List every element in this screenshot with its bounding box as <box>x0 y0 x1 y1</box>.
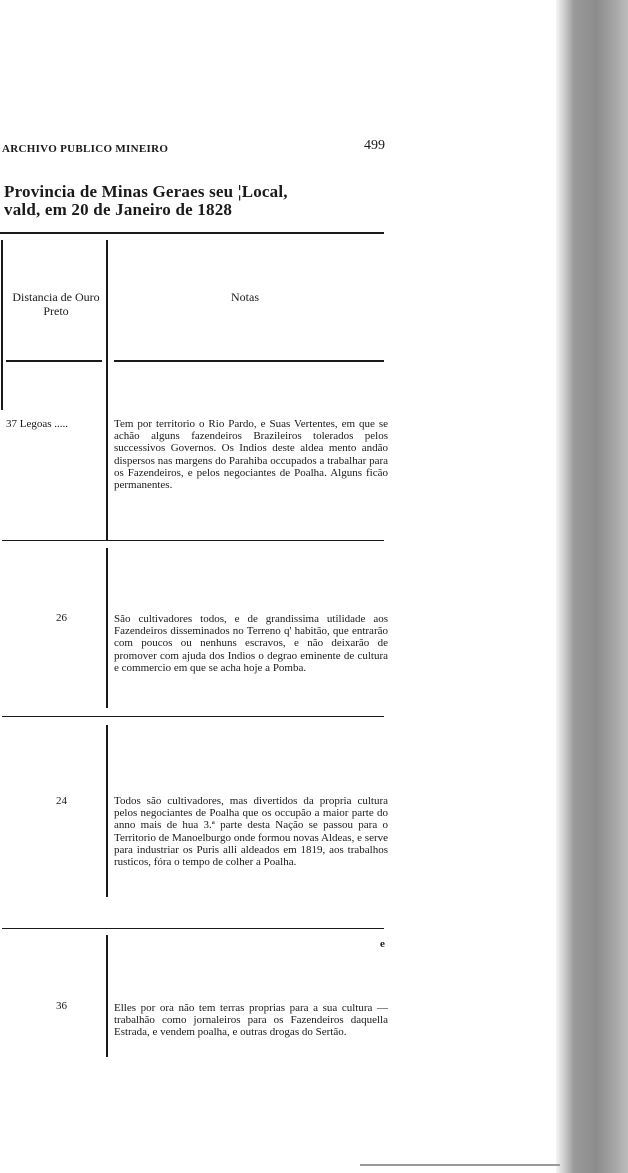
table-title <box>4 183 394 219</box>
table-title-line2: vald, em 20 de Janeiro de 1828 <box>4 200 233 219</box>
row-4-notes: Elles por ora não tem terras proprias para a sua cultura — trabalhão como jornaleiros para os Fazendeiros daquella Estrada, e vendem poalha, e outras drogas do Sertão. <box>114 1002 388 1039</box>
row-separator-2 <box>2 716 384 717</box>
row-3-distance: 24 <box>56 795 67 807</box>
column-divider-3 <box>106 725 108 897</box>
column-divider-1 <box>106 240 108 540</box>
row-separator-3 <box>2 928 384 929</box>
table-title-line1: Provincia de Minas Geraes seu ¦Local, <box>4 182 288 201</box>
row-1-distance: 37 Legoas ..... <box>6 418 69 430</box>
header-rule-notes <box>114 360 384 362</box>
row-separator-1 <box>2 540 384 541</box>
header-rule-distance <box>6 360 102 362</box>
scan-bottom-mark <box>360 1164 560 1166</box>
column-header-notes: Notas <box>231 290 259 304</box>
column-divider-4 <box>106 935 108 1057</box>
row-2-notes: São cultivadores todos, e de grandissima utilidade aos Fazendeiros disseminados no Terreno q' habitão, que entrarão com poucos ou nenhuns escravos, e não deixarão de promover com ajuda dos Indios o degrao eminente de cultura e commercio em que se acha hoje a Pomba. <box>114 613 388 674</box>
stray-mark: e <box>380 938 385 950</box>
row-3-notes: Todos são cultivadores, mas divertidos da propria cultura pelos negociantes de Poalha que os occupão a maior parte do anno mais de hua 3.ª parte desta Nação se passou para o Territorio de Manoelburgo onde formou novas Aldeas, e serve para industriar os Puris alli aldeados em 1819, aos trabalhos rusticos, fóra o tempo de colher a Poalha. <box>114 795 388 869</box>
page-number: 499 <box>364 138 385 153</box>
row-4-distance: 36 <box>56 1000 67 1012</box>
column-divider-2 <box>106 548 108 708</box>
left-border-1 <box>1 240 3 410</box>
row-2-distance: 26 <box>56 612 67 624</box>
scan-page-edge <box>556 0 628 1173</box>
running-title: ARCHIVO PUBLICO MINEIRO <box>2 143 169 155</box>
row-1-notes: Tem por territorio o Rio Pardo, e Suas Vertentes, em que se achão alguns fazendeiros Brazileiros tolerados pelos successivos Governos. Os Indios deste aldea mento andão dispersos nas margens do Parahiba occupados a trabalhar para os Fazendeiros, e pelos negociantes de Poalha. Alguns ficão permanentes. <box>114 418 388 492</box>
column-header-distance: Distancia de Ouro Preto <box>12 290 100 318</box>
top-rule <box>0 232 384 234</box>
